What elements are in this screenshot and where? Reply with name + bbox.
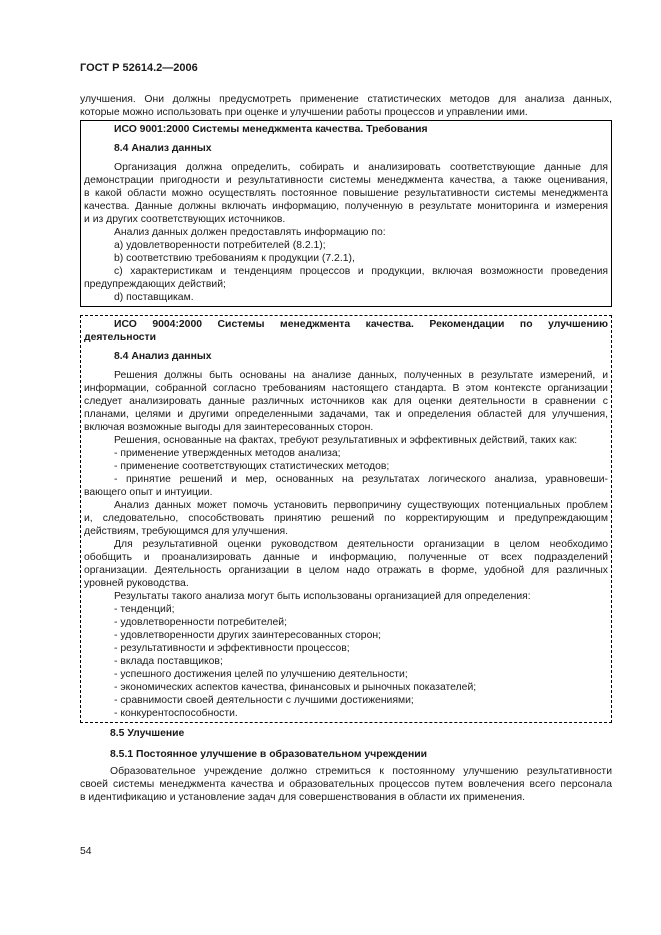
text-line: и, следовательно, способствовать принятию решений по корректирующим и предупреждающим: [84, 513, 608, 524]
list-item: - применение соответствующих статистических методов;: [114, 461, 390, 472]
list-item: - результативности и эффективности процессов;: [114, 643, 350, 654]
text-line: уровней руководства.: [84, 578, 189, 589]
text-line: качества. Данные должны включать информацию, полученную в результате мониторинга и измерения: [84, 201, 608, 212]
text-line: организации. Деятельность организации в целом надо отражать в форме, удобной для различных: [84, 565, 608, 576]
text-line: своей системы менеджмента качества и образовательных процессов путем вовлечения всего персонала: [80, 779, 612, 790]
text-line: демонстрации пригодности и результативности системы менеджмента качества, а также оценивания,: [84, 175, 608, 186]
iso-9004-section: 8.4 Анализ данных: [114, 351, 212, 362]
results-list: [84, 603, 608, 720]
list-item-continuation: вающего опыт и интуиции.: [84, 487, 213, 498]
text-line: следует анализировать данные различных источников как для оценки деятельности в сравнении с: [84, 396, 608, 407]
iso-9004-para-1: [84, 369, 608, 434]
intro-line-2: которые можно использовать при оценке и улучшении работы процессов и управлении ими.: [80, 107, 528, 118]
final-paragraph: [80, 765, 612, 804]
text-line: Для результативной оценки руководством деятельности организации в целом необходимо: [114, 539, 608, 550]
list-item: - тенденций;: [114, 604, 175, 615]
list-item-continuation: предупреждающих действий;: [84, 279, 226, 290]
list-item: - успешного достижения целей по улучшению деятельности;: [114, 669, 408, 680]
iso-9004-para-2: Решения, основанные на фактах, требуют результативных и эффективных действий, таких как:: [114, 435, 578, 446]
iso-9004-title-line-2: деятельности: [84, 332, 157, 343]
text-line: планами, целями и другими определенными задачами, так и определения областей для улучшения,: [84, 409, 608, 420]
document-header: ГОСТ Р 52614.2—2006: [80, 62, 198, 74]
text-line: и из других соответствующих источников.: [84, 214, 286, 225]
text-line: Решения должны быть основаны на анализе данных, полученных в результате измерений, и: [114, 370, 608, 381]
iso-9004-title-line-1: ИСО 9004:2000 Системы менеджмента качества. Рекомендации по улучшению: [114, 319, 608, 330]
intro-line-1: улучшения. Они должны предусмотреть применение статистических методов для анализа данных,: [80, 94, 612, 105]
text-line: в какой области можно осуществлять постоянное повышение результативности системы менеджмента: [84, 188, 608, 199]
text-line: в идентификацию и установление задач для совершенствования в области их применения.: [80, 792, 526, 803]
list-item: c) характеристикам и тенденциям процессов и продукции, включая возможности проведения: [114, 266, 608, 277]
iso-9001-quote-box: [80, 120, 612, 307]
iso-9001-title: ИСО 9001:2000 Системы менеджмента качества. Требования: [114, 124, 428, 135]
text-line: информации, собранной согласно требованиям настоящего стандарта. В этом контексте организации: [84, 383, 608, 394]
iso-9001-para-1: [84, 161, 608, 226]
list-item: - принятие решений и мер, основанных на результатах логического анализа, уравновеши-: [114, 474, 608, 485]
section-8-5-1-heading: 8.5.1 Постоянное улучшение в образовательном учреждении: [110, 749, 428, 760]
iso-9001-para-2: Анализ данных должен предоставлять информацию по:: [114, 227, 386, 238]
page-number: 54: [80, 846, 92, 857]
iso-9004-para-3: [84, 499, 608, 538]
list-item: - экономических аспектов качества, финансовых и рыночных показателей;: [114, 682, 477, 693]
list-item: d) поставщикам.: [114, 292, 194, 303]
page-content: [80, 93, 612, 804]
iso-9004-para-4: [84, 538, 608, 590]
text-line: Образовательное учреждение должно стремиться к постоянному улучшению результативности: [110, 766, 612, 777]
list-item: a) удовлетворенности потребителей (8.2.1);: [114, 240, 326, 251]
iso-9004-para-5: Результаты такого анализа могут быть использованы организацией для определения:: [114, 591, 531, 602]
iso-9004-quote-box: [80, 315, 612, 723]
list-item: - удовлетворенности других заинтересованных сторон;: [114, 630, 381, 641]
text-line: Анализ данных может помочь установить первопричину существующих потенциальных проблем: [114, 500, 608, 511]
text-line: включая возможные выгоды для заинтересованных сторон.: [84, 422, 374, 433]
list-item: - сравнимости своей деятельности с лучшими достижениями;: [114, 695, 414, 706]
list-item: - удовлетворенности потребителей;: [114, 617, 287, 628]
text-line: обобщить и проанализировать данные и информацию, полученные от всех подразделений: [84, 552, 608, 563]
text-line: Организация должна определить, собирать и анализировать соответствующие данные для: [114, 162, 608, 173]
iso-9001-section: 8.4 Анализ данных: [114, 143, 212, 154]
list-item: - вклада поставщиков;: [114, 656, 223, 667]
section-8-5-heading: 8.5 Улучшение: [110, 728, 185, 739]
list-item: - конкурентоспособности.: [114, 708, 238, 719]
list-item: - применение утвержденных методов анализа;: [114, 448, 341, 459]
list-item: b) соответствию требованиям к продукции (7.2.1),: [114, 253, 355, 264]
text-line: действиям, требующимся для улучшения.: [84, 526, 289, 537]
